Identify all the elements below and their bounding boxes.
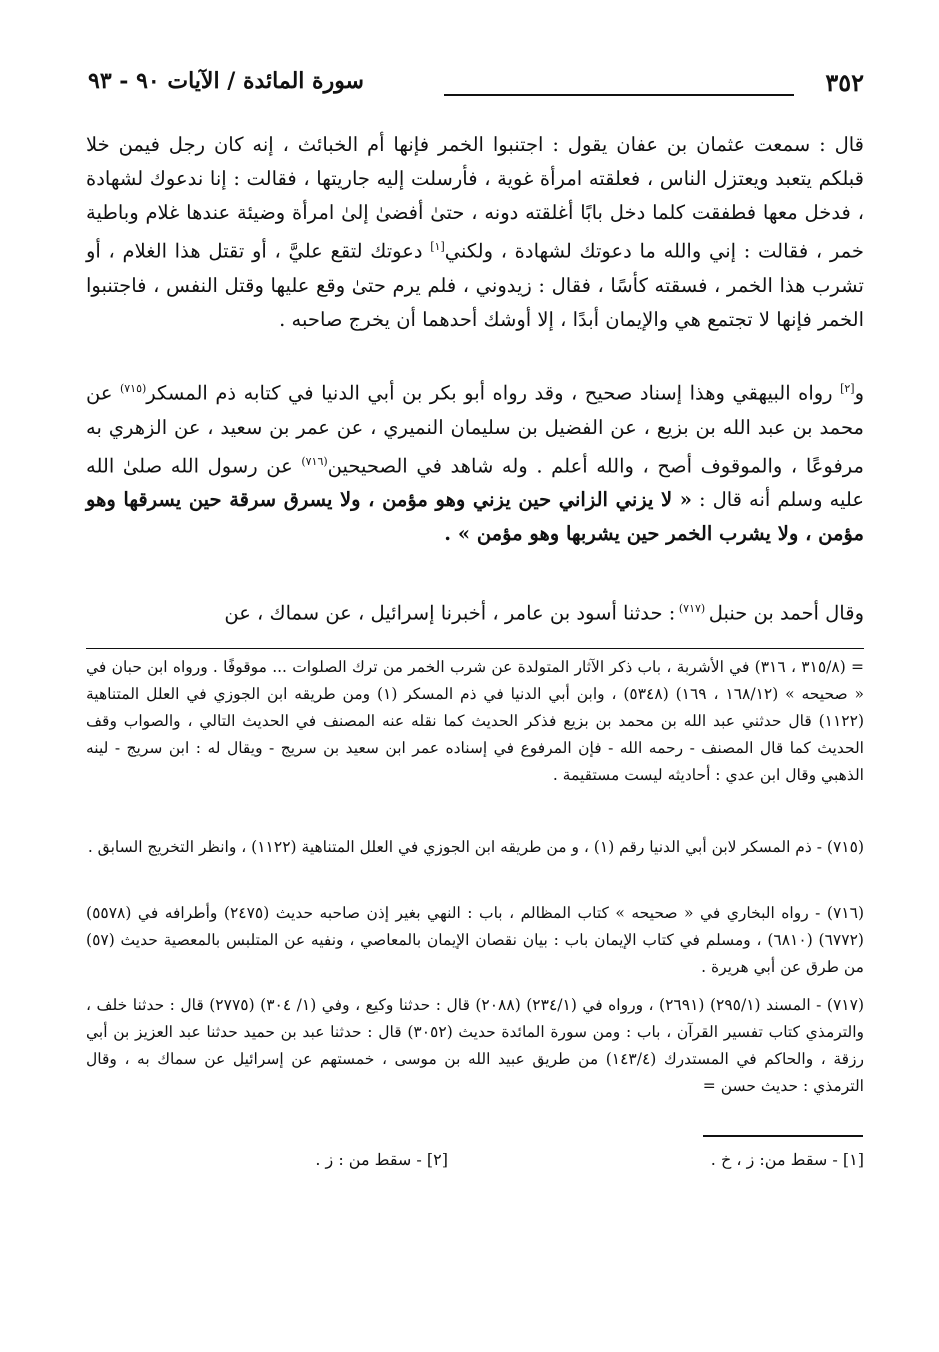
editorial-ref-2: [٢] [840, 382, 855, 395]
main-text [86, 128, 864, 631]
footnote-divider [86, 648, 864, 649]
page-header [88, 68, 864, 112]
footnotes [86, 654, 864, 1112]
hadith-quote: « لا يزني الزاني حين يزني وهو مؤمن ، ولا يسرق سرقة حين يسرقها وهو مؤمن ، ولا يشرب الخمر حين يشربها وهو مؤمن » . [86, 488, 864, 545]
footnote-ref-717: (٧١٧) [675, 602, 709, 615]
footnote-ref-715: (٧١٥) [119, 382, 147, 395]
footnote-717: (٧١٧) - المسند (٢٩٥/١) (٢٦٩١) ، ورواه في (٢٣٤/١) (٢٠٨٨) قال : حدثنا وكيع ، وفي (١/ ٣٠٤) (٢٧٧٥) قال : حدثنا خلف ، والترمذي كتاب تفسير القرآن ، باب : ومن سورة المائدة حديث (٣٠٥٢) قال : حدثنا عبد بن حميد حدثنا عبد العزيز بن أبي رزقة ، والحاكم في المستدرك (١٤٣/٤) من طريق عبيد الله بن موسى ، خمستهم عن إسرائيل عن سماك به ، وقال الترمذي : حديث حسن = [86, 996, 865, 1095]
footnote-continuation: = (٣١٥/٨ ، ٣١٦) في الأشربة ، باب ذكر الآثار المتولدة عن شرب الخمر من ترك الصلوات ... موقوفًا . ورواه ابن حبان في « صحيحه » (١٦٨/١٢ ، ١٦٩) (٥٣٤٨) ، وابن أبي الدنيا في ذم المسكر (١) ومن طريقه ابن الجوزي في العلل المتناهية (١١٢٢) قال حدثني عبد الله بن محمد بن بزيع فذكر الحديث كما نقله عنه المصنف في الحديث التالي ، والصواب وقف الحديث كما قال المصنف - رحمه الله - فإن المرفوع في إسناده عمر ابن سعيد بن سريج - ويقال له : ابن سريج - لينه الذهبي وقال ابن عدي : أحاديثه ليست مستقيمة . [86, 658, 865, 784]
header-rule [444, 94, 794, 96]
paragraph-3 [86, 592, 864, 631]
footnote-716: (٧١٦) - رواه البخاري في « صحيحه » كتاب المظالم ، باب : النهي بغير إذن صاحبه حديث (٢٤٧٥) وأطرافه في (٥٥٧٨) (٦٧٧٢) (٦٨١٠) ، ومسلم في كتاب الإيمان باب : بيان نقصان الإيمان بالمعاصي ، ونفيه عن المتلبس بالمعصية حديث (٥٧) من طرق عن أبي هريرة . [86, 904, 864, 976]
editorial-note-2: [٢] - سقط من : ز . [315, 1150, 448, 1169]
editorial-divider [703, 1135, 863, 1137]
page-number: ٣٥٢ [825, 68, 864, 97]
surah-title: سورة المائدة / الآيات ٩٠ - ٩٣ [88, 68, 364, 94]
paragraph-2-text-a: رواه البيهقي وهذا إسناد صحيح ، وقد رواه أبو بكر بن أبي الدنيا في كتابه ذم المسكر [146, 381, 841, 405]
paragraph-1-text-cont: دعوتك لتقع عليَّ ، أو تقتل هذا الغلام ، أو تشرب هذا الخمر ، فسقته كأسًا ، فقال : زيدوني ، فلم يرم حتىٰ وقع عليها وقتل النفس ، فاجتنبوا الخمر فإنها لا تجتمع هي والإيمان أبدًا ، إلا أوشك أحدهما أن يخرج صاحبه . [86, 239, 864, 331]
paragraph-1-text: قال : سمعت عثمان بن عفان يقول : اجتنبوا الخمر فإنها أم الخبائث ، إنه كان رجل فيمن خلا قبلكم يتعبد ويعتزل الناس ، فعلقته امرأة غوية ، فأرسلت إليه جاريتها ، فقالت : إنا ندعوك لشهادة ، فدخل معها فطفقت كلما دخل بابًا أغلقته دونه ، حتىٰ أفضىٰ إلىٰ امرأة وضيئة عندها غلام وباطية خمر ، فقالت : إني والله ما دعوتك لشهادة ، ولكني [86, 133, 864, 263]
paragraph-2-text-b: عن محمد بن عبد الله بن بزيع ، عن الفضيل بن سليمان النميري ، عن عمر بن سعيد ، عن الزهري به مرفوعًا ، والموقوف أصح ، والله أعلم . وله شاهد في الصحيحين [86, 381, 865, 477]
paragraph-3-text-b: : حدثنا أسود بن عامر ، أخبرنا إسرائيل ، عن سماك ، عن [224, 601, 676, 625]
paragraph-2 [86, 372, 864, 592]
paragraph-2-text-c: عن رسول الله صلىٰ الله عليه وسلم أنه قال : [86, 454, 864, 511]
editorial-ref-1: [١] [430, 240, 445, 253]
footnote-ref-716: (٧١٦) [301, 454, 328, 468]
editorial-note-1: [١] - سقط من: ز ، خ . [710, 1150, 864, 1169]
paragraph-2-prefix: و [854, 381, 864, 405]
paragraph-3-text-a: وقال أحمد بن حنبل [708, 601, 864, 625]
paragraph-1 [86, 128, 864, 372]
editorial-notes [86, 1150, 864, 1182]
footnote-715: (٧١٥) - ذم المسكر لابن أبي الدنيا رقم (١) ، و من طريقه ابن الجوزي في العلل المتناهية (١١٢٢) ، وانظر التخريج السابق . [87, 838, 864, 856]
